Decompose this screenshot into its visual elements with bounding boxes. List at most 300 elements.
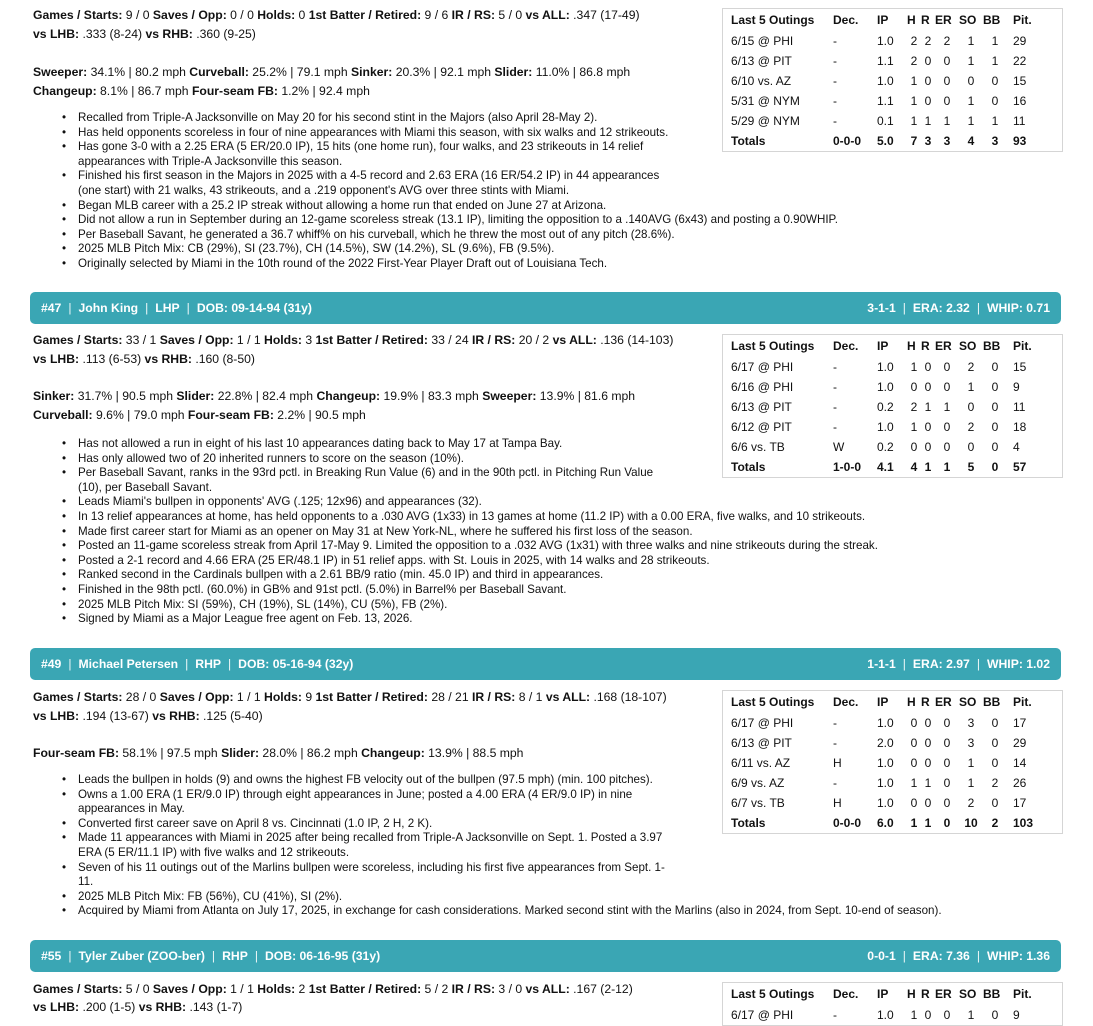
outing-cell: 0 <box>943 74 951 88</box>
outing-cell: 0 <box>910 380 918 394</box>
outing-cell: BB <box>983 13 1001 27</box>
handedness: RHP <box>195 657 221 671</box>
outing-cell: Pit. <box>1013 987 1032 1001</box>
outing-cell: 0 <box>943 736 951 750</box>
outing-cell: 1 <box>924 776 932 790</box>
stats-line-1 <box>33 980 633 999</box>
outing-cell: 103 <box>1013 816 1034 830</box>
outing-cell: 17 <box>1013 716 1027 730</box>
stat-label: vs RHB: <box>145 27 193 41</box>
stat-value: 1 / 1 <box>233 690 265 704</box>
table-row <box>723 753 1062 773</box>
stat-value: 0 / 0 <box>226 8 258 22</box>
outing-cell: 3 <box>991 134 999 148</box>
outing-cell: 0 <box>943 816 951 830</box>
stats-line-2 <box>33 998 242 1017</box>
outing-cell: 2 <box>967 360 975 374</box>
stat-label: 1st Batter / Retired: <box>315 690 428 704</box>
table-row <box>723 71 1062 91</box>
note-item: • Has held opponents scoreless in four of nine appearances with Miami this season, with six walks and 12 strikeouts. <box>62 126 1093 141</box>
stat-value: .347 (17-49) <box>569 8 640 22</box>
whip-value: WHIP: 1.02 <box>987 657 1050 671</box>
stat-label: Changeup: <box>33 84 97 98</box>
separator: | <box>211 949 216 963</box>
banner-identity <box>41 940 380 972</box>
outing-cell: 6.0 <box>877 816 894 830</box>
outing-cell: Dec. <box>833 13 859 27</box>
outing-cell: 5 <box>967 460 975 474</box>
outing-cell: 0 <box>924 94 932 108</box>
player-name: John King <box>78 301 139 315</box>
outing-cell: H <box>833 796 842 810</box>
outing-cell: H <box>907 695 916 709</box>
outing-label: 6/17 @ PHI <box>731 1008 794 1022</box>
table-row <box>723 397 1062 417</box>
outing-cell: 93 <box>1013 134 1027 148</box>
stat-label: vs ALL: <box>552 333 597 347</box>
outing-cell: 0 <box>910 440 918 454</box>
last-5-outings-table <box>722 982 1063 1026</box>
outing-cell: 1.0 <box>877 360 894 374</box>
stat-label: Slider: <box>176 389 215 403</box>
outing-cell: 0 <box>943 716 951 730</box>
outing-cell: 0 <box>991 380 999 394</box>
outing-cell: 14 <box>1013 756 1027 770</box>
stat-label: Games / Starts: <box>33 333 123 347</box>
stat-label: vs RHB: <box>144 352 192 366</box>
outing-cell: 3 <box>943 134 951 148</box>
stat-label: Saves / Opp: <box>159 690 234 704</box>
outing-cell: - <box>833 360 837 374</box>
outing-cell: 29 <box>1013 736 1027 750</box>
outing-cell: 0 <box>943 360 951 374</box>
outing-cell: - <box>833 1008 837 1022</box>
totals-row <box>723 131 1062 151</box>
outing-cell: 15 <box>1013 74 1027 88</box>
stat-label: vs ALL: <box>525 982 570 996</box>
outing-cell: 9 <box>1013 1008 1020 1022</box>
stats-line-2 <box>33 350 255 369</box>
separator: | <box>902 301 906 315</box>
table-row <box>723 51 1062 71</box>
outing-cell: Dec. <box>833 339 859 353</box>
table-row <box>723 377 1062 397</box>
stat-value: 2 <box>295 982 309 996</box>
stat-value: 13.9% | 88.5 mph <box>424 746 524 760</box>
stat-label: IR / RS: <box>451 8 496 22</box>
stat-label: Sinker: <box>33 389 75 403</box>
outing-cell: W <box>833 440 845 454</box>
stat-value: 8 / 1 <box>515 690 546 704</box>
outing-cell: 17 <box>1013 796 1027 810</box>
banner-identity <box>41 292 312 324</box>
separator: | <box>976 949 980 963</box>
stat-value: 2.2% | 90.5 mph <box>273 408 366 422</box>
note-item: • Leads the bullpen in holds (9) and owns the highest FB velocity out of the bullpen (97.5 mph) (min. 100 pitches). <box>62 773 1093 788</box>
stat-label: Four-seam FB: <box>191 84 278 98</box>
last-5-outings-table <box>722 8 1063 152</box>
note-item: • Signed by Miami as a Major League free agent on Feb. 13, 2026. <box>62 612 1093 627</box>
outing-cell: 1 <box>910 74 918 88</box>
table-row <box>723 31 1062 51</box>
stats-line-1 <box>33 331 673 350</box>
date-of-birth: DOB: 06-16-95 (31y) <box>265 949 381 963</box>
stat-label: vs LHB: <box>33 1000 80 1014</box>
stat-label: Saves / Opp: <box>152 982 227 996</box>
outing-cell: 0 <box>943 94 951 108</box>
note-item: • Ranked second in the Cardinals bullpen with a 2.61 BB/9 ratio (min. 45.0 IP) and third in appearances. <box>62 568 1093 583</box>
stat-value: 1.2% | 92.4 mph <box>277 84 370 98</box>
outing-cell: 7 <box>910 134 918 148</box>
outing-cell: - <box>833 400 837 414</box>
outing-label: 6/13 @ PIT <box>731 400 792 414</box>
outing-cell: 5.0 <box>877 134 894 148</box>
note-item: • Per Baseball Savant, ranks in the 93rd pctl. in Breaking Run Value (6) and in the 90th pctl. in Pitching Run Value <box>62 466 1093 481</box>
last-5-outings-table <box>722 690 1063 834</box>
pitch-mix-line-1 <box>33 744 523 763</box>
stat-value: 13.9% | 81.6 mph <box>536 389 636 403</box>
last-5-outings-table <box>722 334 1063 478</box>
outing-cell: 2 <box>967 420 975 434</box>
stat-label: Four-seam FB: <box>187 408 274 422</box>
note-item: • Did not allow a run in September during an 12-game scoreless streak (13.1 IP), limiting the opposition to a .140AVG (6x43) and posting a 0.90WHIP. <box>62 213 1093 228</box>
outing-cell: 1 <box>967 54 975 68</box>
outing-cell: - <box>833 54 837 68</box>
outing-cell: 4 <box>910 460 918 474</box>
stat-value: 58.1% | 97.5 mph <box>119 746 222 760</box>
outing-cell: 3 <box>967 736 975 750</box>
stat-label: Changeup: <box>316 389 381 403</box>
outing-cell: 4.1 <box>877 460 894 474</box>
outing-cell: 1.0 <box>877 74 894 88</box>
outing-cell: 1 <box>943 114 951 128</box>
outing-label: 5/31 @ NYM <box>731 94 800 108</box>
outing-cell: 1.0 <box>877 34 894 48</box>
note-item: • Finished in the 98th pctl. (60.0%) in GB% and 91st pctl. (5.0%) in Barrel% per Baseball Savant. <box>62 583 1093 598</box>
outing-cell: R <box>921 695 930 709</box>
banner-season-stats <box>867 940 1050 972</box>
outing-cell: 1.1 <box>877 94 894 108</box>
outing-cell: IP <box>877 339 889 353</box>
totals-row <box>723 813 1062 833</box>
table-header-row <box>723 691 1062 713</box>
note-item: • 2025 MLB Pitch Mix: SI (59%), CH (19%), SL (14%), CU (5%), FB (2%). <box>62 598 1093 613</box>
player-name: Michael Petersen <box>78 657 179 671</box>
outing-cell: 0-0-0 <box>833 134 862 148</box>
stat-label: Sinker: <box>351 65 393 79</box>
win-loss-save-record: 0-0-1 <box>867 949 896 963</box>
outing-label: 6/7 vs. TB <box>731 796 785 810</box>
outing-cell: 0.1 <box>877 114 894 128</box>
outing-cell: 29 <box>1013 34 1027 48</box>
stat-value: .136 (14-103) <box>596 333 674 347</box>
stat-value: 1 / 1 <box>226 982 258 996</box>
outing-cell: H <box>907 339 916 353</box>
outing-cell: 1.0 <box>877 716 894 730</box>
outing-cell: R <box>921 13 930 27</box>
outing-cell: 1 <box>967 380 975 394</box>
stat-value: 11.0% | 86.8 mph <box>532 65 631 79</box>
stat-label: Holds: <box>264 690 302 704</box>
outing-label: Last 5 Outings <box>731 695 815 709</box>
stat-value: .200 (1-5) <box>79 1000 139 1014</box>
whip-value: WHIP: 1.36 <box>987 949 1050 963</box>
outing-cell: 0 <box>991 400 999 414</box>
stat-label: Holds: <box>264 333 302 347</box>
outing-cell: 0 <box>924 420 932 434</box>
outing-cell: 0 <box>910 716 918 730</box>
note-item: • Has not allowed a run in eight of his last 10 appearances dating back to May 17 at Tampa Bay. <box>62 437 1093 452</box>
outing-cell: 1.0 <box>877 756 894 770</box>
separator: | <box>186 301 190 315</box>
outing-cell: 1 <box>910 360 918 374</box>
outing-cell: ER <box>935 339 952 353</box>
stat-label: Saves / Opp: <box>159 333 234 347</box>
note-item: • Leads Miami's bullpen in opponents' AVG (.125; 12x96) and appearances (32). <box>62 495 1093 510</box>
jersey-number: #55 <box>41 949 62 963</box>
note-item: • 2025 MLB Pitch Mix: CB (29%), SI (23.7%), CH (14.5%), SW (14.2%), SL (9.6%), FB (9.5%). <box>62 242 1093 257</box>
outing-cell: 0 <box>910 796 918 810</box>
stat-value: 28 / 21 <box>427 690 472 704</box>
stat-value: 20 / 2 <box>515 333 553 347</box>
player-banner <box>30 292 1061 324</box>
note-item: (10), per Baseball Savant. <box>78 480 213 494</box>
jersey-number: #47 <box>41 301 62 315</box>
outing-cell: SO <box>959 13 977 27</box>
separator: | <box>228 657 232 671</box>
handedness: LHP <box>155 301 180 315</box>
outing-label: 6/11 vs. AZ <box>731 756 791 770</box>
stat-value: 20.3% | 92.1 mph <box>392 65 495 79</box>
outing-label: Totals <box>731 134 766 148</box>
note-item: • Owns a 1.00 ERA (1 ER/9.0 IP) through eight appearances in June; posted a 4.00 ERA (4 ER/9.0 IP) in nine <box>62 788 1093 803</box>
outing-cell: 0 <box>991 796 999 810</box>
separator: | <box>254 949 258 963</box>
note-item: ERA (5 ER/11.1 IP) with five walks and 12 strikeouts. <box>78 845 350 859</box>
outing-label: 6/9 vs. AZ <box>731 776 785 790</box>
outing-cell: 0 <box>943 1008 951 1022</box>
outing-cell: 16 <box>1013 94 1027 108</box>
table-row <box>723 357 1062 377</box>
outing-cell: 1 <box>910 114 918 128</box>
outing-cell: 1 <box>924 460 932 474</box>
table-row <box>723 713 1062 733</box>
outing-cell: 26 <box>1013 776 1027 790</box>
totals-row <box>723 457 1062 477</box>
era-value: ERA: 2.32 <box>912 301 970 315</box>
stat-label: vs ALL: <box>525 8 570 22</box>
stat-value: 28.0% | 86.2 mph <box>259 746 362 760</box>
pitch-mix-line-1 <box>33 387 635 406</box>
table-header-row <box>723 983 1062 1005</box>
outing-label: 6/17 @ PHI <box>731 360 794 374</box>
stat-label: Sweeper: <box>482 389 537 403</box>
stat-value: .143 (1-7) <box>186 1000 243 1014</box>
note-item: • In 13 relief appearances at home, has held opponents to a .030 AVG (1x33) in 13 games at home (11.2 IP) with a 0.00 ERA, five walks, and 10 strikeouts. <box>62 510 1093 525</box>
outing-cell: 57 <box>1013 460 1027 474</box>
outing-cell: SO <box>959 987 977 1001</box>
outing-cell: H <box>833 756 842 770</box>
stat-value: 9 / 6 <box>421 8 452 22</box>
outing-cell: 0 <box>967 74 975 88</box>
outing-cell: - <box>833 380 837 394</box>
table-row <box>723 437 1062 457</box>
outing-cell: 0.2 <box>877 400 894 414</box>
outing-cell: 0 <box>924 716 932 730</box>
outing-cell: R <box>921 987 930 1001</box>
outing-cell: 0 <box>943 420 951 434</box>
outing-cell: ER <box>935 695 952 709</box>
outing-cell: 0 <box>991 716 999 730</box>
outing-cell: 0 <box>924 380 932 394</box>
outing-cell: 1 <box>967 776 975 790</box>
outing-cell: 0 <box>991 460 999 474</box>
note-item: • Has only allowed two of 20 inherited runners to score on the season (10%). <box>62 452 1093 467</box>
outing-cell: 1 <box>910 1008 918 1022</box>
note-item: • Recalled from Triple-A Jacksonville on May 20 for his second stint in the Majors (also April 28-May 2). <box>62 111 1093 126</box>
outing-label: Totals <box>731 460 766 474</box>
stat-label: Four-seam FB: <box>33 746 119 760</box>
stat-value: 5 / 2 <box>421 982 452 996</box>
separator: | <box>902 949 906 963</box>
stat-value: .333 (8-24) <box>79 27 146 41</box>
outing-cell: - <box>833 94 837 108</box>
outing-cell: H <box>907 13 916 27</box>
outing-cell: 0 <box>924 74 932 88</box>
note-item: • Has gone 3-0 with a 2.25 ERA (5 ER/20.0 IP), 15 hits (one home run), four walks, and 23 strikeouts in 14 relief <box>62 140 1093 155</box>
outing-label: 6/13 @ PIT <box>731 736 792 750</box>
outing-cell: 0 <box>991 74 999 88</box>
outing-cell: 0 <box>943 796 951 810</box>
outing-cell: 1 <box>967 1008 975 1022</box>
note-item: • Began MLB career with a 25.2 IP streak without allowing a home run that ended on June 27 at Arizona. <box>62 199 1093 214</box>
table-row <box>723 793 1062 813</box>
stat-value: 31.7% | 90.5 mph <box>74 389 177 403</box>
outing-cell: 0 <box>924 1008 932 1022</box>
outing-cell: 3 <box>967 716 975 730</box>
stat-label: vs LHB: <box>33 352 80 366</box>
outing-cell: 1 <box>924 816 932 830</box>
player-banner <box>30 940 1061 972</box>
separator: | <box>68 301 72 315</box>
stat-value: 33 / 1 <box>122 333 160 347</box>
outing-cell: BB <box>983 695 1001 709</box>
jersey-number: #49 <box>41 657 62 671</box>
outing-cell: ER <box>935 987 952 1001</box>
banner-identity <box>41 648 353 680</box>
outing-cell: 2 <box>991 776 999 790</box>
note-item: • Converted first career save on April 8 vs. Cincinnati (1.0 IP, 2 H, 2 K). <box>62 817 1093 832</box>
table-row <box>723 733 1062 753</box>
outing-cell: 0 <box>991 756 999 770</box>
stat-label: Sweeper: <box>33 65 88 79</box>
stat-label: vs RHB: <box>152 709 200 723</box>
stat-value: .194 (13-67) <box>79 709 153 723</box>
stat-label: Holds: <box>257 8 296 22</box>
separator: | <box>976 657 980 671</box>
outing-label: 6/6 vs. TB <box>731 440 785 454</box>
stat-label: IR / RS: <box>471 690 516 704</box>
note-item: 11. <box>78 875 94 889</box>
outing-label: 6/17 @ PHI <box>731 716 794 730</box>
outing-cell: 1.0 <box>877 776 894 790</box>
outing-cell: - <box>833 736 837 750</box>
outing-cell: 0-0-0 <box>833 816 862 830</box>
note-item: • Acquired by Miami from Atlanta on July 17, 2025, in exchange for cash considerations. Marked second stint with the Marlins (also in 2024, from Sept. 10-end of season). <box>62 904 1093 919</box>
date-of-birth: DOB: 05-16-94 (32y) <box>238 657 354 671</box>
table-row <box>723 417 1062 437</box>
outing-cell: 2 <box>910 34 918 48</box>
outing-cell: 0 <box>924 360 932 374</box>
pitch-mix-line-2 <box>33 406 366 425</box>
stat-label: vs LHB: <box>33 27 80 41</box>
outing-cell: 2 <box>910 400 918 414</box>
outing-cell: R <box>921 339 930 353</box>
outing-cell: IP <box>877 987 889 1001</box>
outing-cell: 0 <box>924 54 932 68</box>
outing-cell: 1.1 <box>877 54 894 68</box>
outing-cell: BB <box>983 339 1001 353</box>
banner-season-stats <box>867 648 1050 680</box>
stat-label: 1st Batter / Retired: <box>308 982 422 996</box>
note-item: • Finished his first season in the Majors in 2025 with a 4-5 record and 2.63 ERA (16 ER/54.2 IP) in 44 appearances <box>62 169 1093 184</box>
outing-label: 6/13 @ PIT <box>731 54 792 68</box>
pitch-mix-line-2 <box>33 82 370 101</box>
stat-value: 22.8% | 82.4 mph <box>214 389 317 403</box>
era-value: ERA: 7.36 <box>912 949 970 963</box>
note-item: • Per Baseball Savant, he generated a 36.7 whiff% on his curveball, which he threw the most out of any pitch (28.6%). <box>62 228 1093 243</box>
outing-cell: 2 <box>967 796 975 810</box>
stat-label: Slider: <box>221 746 260 760</box>
outing-cell: 1 <box>991 54 999 68</box>
stat-label: Curveball: <box>33 408 93 422</box>
stat-label: vs RHB: <box>138 1000 187 1014</box>
outing-cell: 1.0 <box>877 380 894 394</box>
outing-cell: - <box>833 420 837 434</box>
outing-cell: 0 <box>991 1008 999 1022</box>
outing-cell: Dec. <box>833 695 859 709</box>
outing-cell: 0 <box>910 756 918 770</box>
outing-cell: 0.2 <box>877 440 894 454</box>
outing-cell: 0 <box>924 736 932 750</box>
outing-cell: 0 <box>943 440 951 454</box>
stat-label: Slider: <box>494 65 533 79</box>
player-banner <box>30 648 1061 680</box>
stat-label: Games / Starts: <box>33 982 123 996</box>
stat-value: .167 (2-12) <box>569 982 633 996</box>
outing-cell: 0 <box>910 736 918 750</box>
table-row <box>723 111 1062 131</box>
stat-label: Games / Starts: <box>33 8 123 22</box>
outing-cell: 3 <box>924 134 932 148</box>
pitch-mix-line-1 <box>33 63 630 82</box>
stat-value: 5 / 0 <box>495 8 526 22</box>
outing-cell: H <box>907 987 916 1001</box>
outing-cell: 1 <box>910 94 918 108</box>
outing-cell: 1 <box>991 34 999 48</box>
stat-value: 9 <box>301 690 316 704</box>
outing-cell: - <box>833 716 837 730</box>
outing-cell: Dec. <box>833 987 859 1001</box>
stat-value: 1 / 1 <box>233 333 265 347</box>
stat-label: IR / RS: <box>471 333 516 347</box>
stat-value: .125 (5-40) <box>199 709 263 723</box>
date-of-birth: DOB: 09-14-94 (31y) <box>196 301 312 315</box>
outing-cell: 0 <box>991 736 999 750</box>
stat-label: IR / RS: <box>451 982 496 996</box>
stats-line-2 <box>33 25 256 44</box>
separator: | <box>145 301 149 315</box>
